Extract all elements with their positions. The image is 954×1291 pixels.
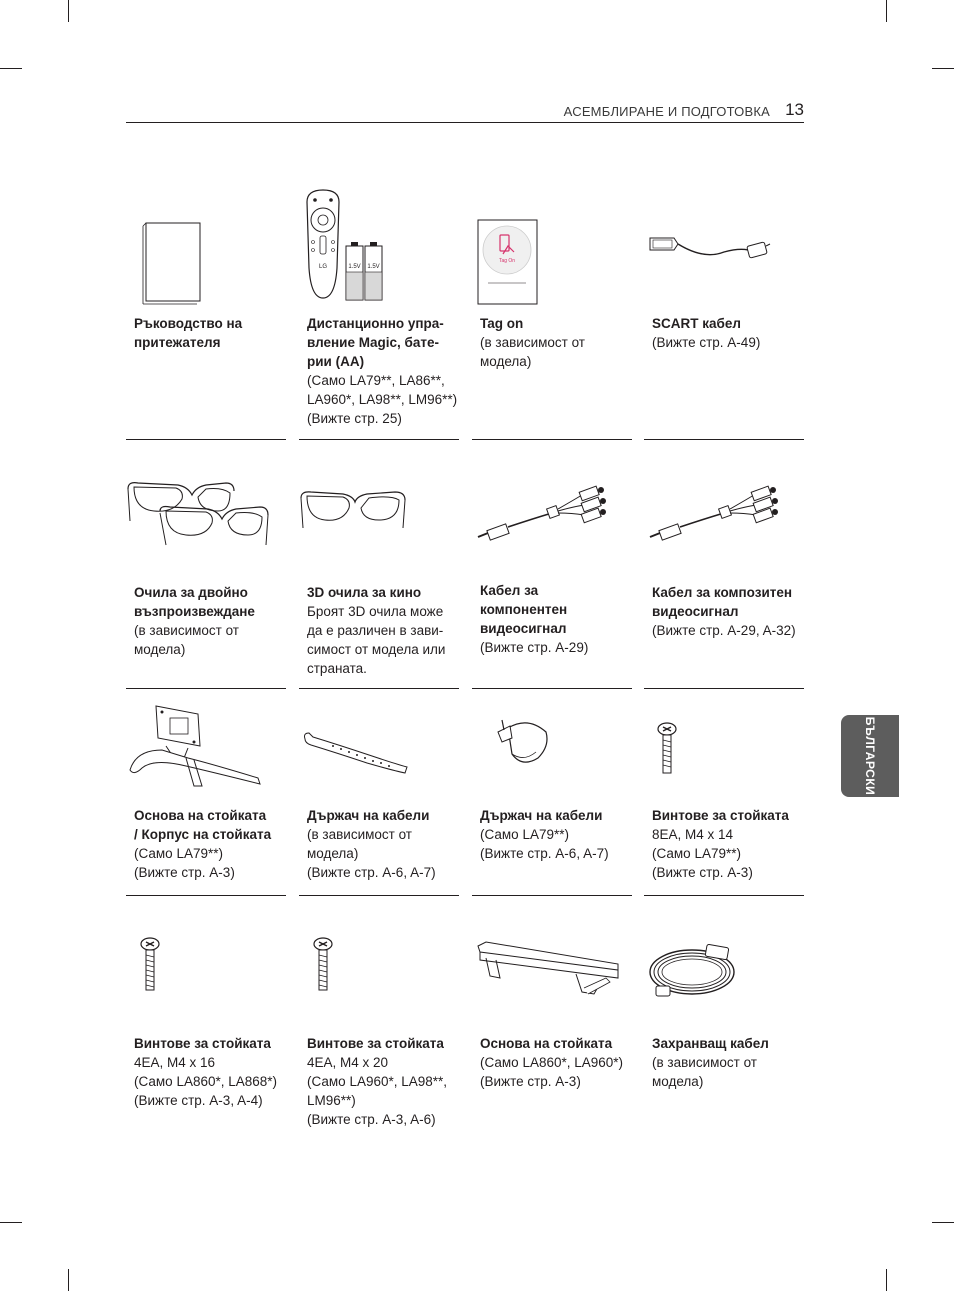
screw-icon [126,935,286,993]
magic-remote-icon [299,188,459,306]
item-detail: (в зависимост от [134,623,239,638]
item-detail: 8EA, M4 x 14 [652,827,734,842]
item-detail: (Само LA79**) [652,846,741,861]
item-detail: (Вижте стр. A-29, A-32) [652,623,796,638]
battery-label: 1.5V [367,264,380,270]
item-divider [644,688,804,689]
item-detail: модела) [652,1074,704,1089]
item-detail: (Само LA960*, LA98**, [307,1074,448,1089]
item-title: Очила за двойно [134,585,248,600]
item-detail: (в зависимост от [652,1055,757,1070]
battery-label: 1.5V [348,264,361,270]
stand-base-icon [126,702,286,797]
item-detail: модела) [134,642,186,657]
item-title: Кабел за композитен [652,585,793,600]
item-detail: (Само LA860*, LA868*) [134,1074,278,1089]
item-title: Винтове за стойката [652,808,789,823]
item-title: видеосигнал [480,621,567,636]
item-detail: (Вижте стр. A-49) [652,335,761,350]
composite-cable-icon [644,485,804,545]
page-header [126,96,804,123]
item-title: Захранващ кабел [652,1036,769,1051]
item-detail: (Вижте стр. A-3) [652,865,753,880]
item-detail: (в зависимост от [480,335,585,350]
item-divider [126,895,286,896]
item-title: видеосигнал [652,604,739,619]
manual-icon [126,215,286,310]
item-detail: (Вижте стр. A-3, A-6) [307,1112,436,1127]
item-detail: LM96**) [307,1093,356,1108]
item-title: Винтове за стойката [134,1036,271,1051]
scart-cable-icon [644,230,804,270]
cable-strap-icon [299,725,459,780]
item-detail: (Само LA79**) [480,827,569,842]
language-tab [841,715,899,797]
tag-on-icon [472,218,632,308]
item-detail: 4EA, M4 x 20 [307,1055,389,1070]
item-detail: (в зависимост от [307,827,412,842]
item-detail: модела) [307,846,359,861]
page-number: 13 [785,100,804,119]
item-divider [644,895,804,896]
item-divider [126,688,286,689]
item-detail: (Вижте стр. A-29) [480,640,589,655]
item-detail: (Вижте стр. A-3, A-4) [134,1093,263,1108]
crop-mark [932,68,954,69]
item-title: Винтове за стойката [307,1036,444,1051]
item-title: SCART кабел [652,316,741,331]
item-divider [472,688,632,689]
item-divider [644,439,804,440]
item-title: компонентен [480,602,568,617]
item-detail: (Вижте стр. 25) [307,411,402,426]
item-title: притежателя [134,335,221,350]
item-title: Държач на кабели [480,808,603,823]
screw-icon [299,935,459,993]
item-detail: (Вижте стр. A-3) [480,1074,581,1089]
item-divider [472,439,632,440]
item-title: рии (AA) [307,354,365,369]
3d-glasses-icon [299,488,459,533]
dual-play-glasses-icon [126,475,286,550]
crop-mark [68,0,69,22]
item-divider [126,439,286,440]
item-divider [299,688,459,689]
item-title: Дистанционно упра- [307,316,444,331]
item-title: 3D очила за кино [307,585,422,600]
crop-mark [0,68,22,69]
item-detail: (Само LA860*, LA960*) [480,1055,624,1070]
item-detail: 4EA, M4 x 16 [134,1055,216,1070]
crop-mark [932,1222,954,1223]
crop-mark [886,0,887,22]
item-title: Кабел за [480,583,539,598]
item-title: вление Magic, бате- [307,335,439,350]
item-title: Основа на стойката [134,808,267,823]
item-detail: страната. [307,661,367,676]
item-title: / Корпус на стойката [134,827,272,842]
item-detail: (Вижте стр. A-6, A-7) [307,865,436,880]
crop-mark [0,1222,22,1223]
remote-logo: LG [318,264,328,270]
item-detail: (Само LA79**) [134,846,223,861]
screw-icon [644,720,804,778]
item-detail: Броят 3D очила може [307,604,444,619]
item-title: Основа на стойката [480,1036,613,1051]
cable-clip-icon [472,712,632,772]
item-detail: LA960*, LA98**, LM96**) [307,392,458,407]
item-detail: симост от модела или [307,642,446,657]
item-title: Ръководство на [134,316,243,331]
section-title: АСЕМБЛИРАНЕ И ПОДГОТОВКА [563,104,770,119]
item-title: възпроизвеждане [134,604,255,619]
item-divider [299,439,459,440]
item-divider [299,895,459,896]
crop-mark [886,1269,887,1291]
item-detail: да е различен в зави- [307,623,444,638]
item-title: Tag on [480,316,524,331]
power-cord-icon [644,938,804,1003]
item-divider [472,895,632,896]
language-tab-label: БЪЛГАРСКИ [863,716,877,796]
tag-on-label: Tag On [498,258,516,264]
item-detail: (Вижте стр. A-3) [134,865,235,880]
component-cable-icon [472,485,632,545]
item-detail: модела) [480,354,532,369]
crop-mark [68,1269,69,1291]
stand-bar-icon [472,938,632,1000]
item-detail: (Вижте стр. A-6, A-7) [480,846,609,861]
item-detail: (Само LA79**, LA86**, [307,373,445,388]
item-title: Държач на кабели [307,808,430,823]
